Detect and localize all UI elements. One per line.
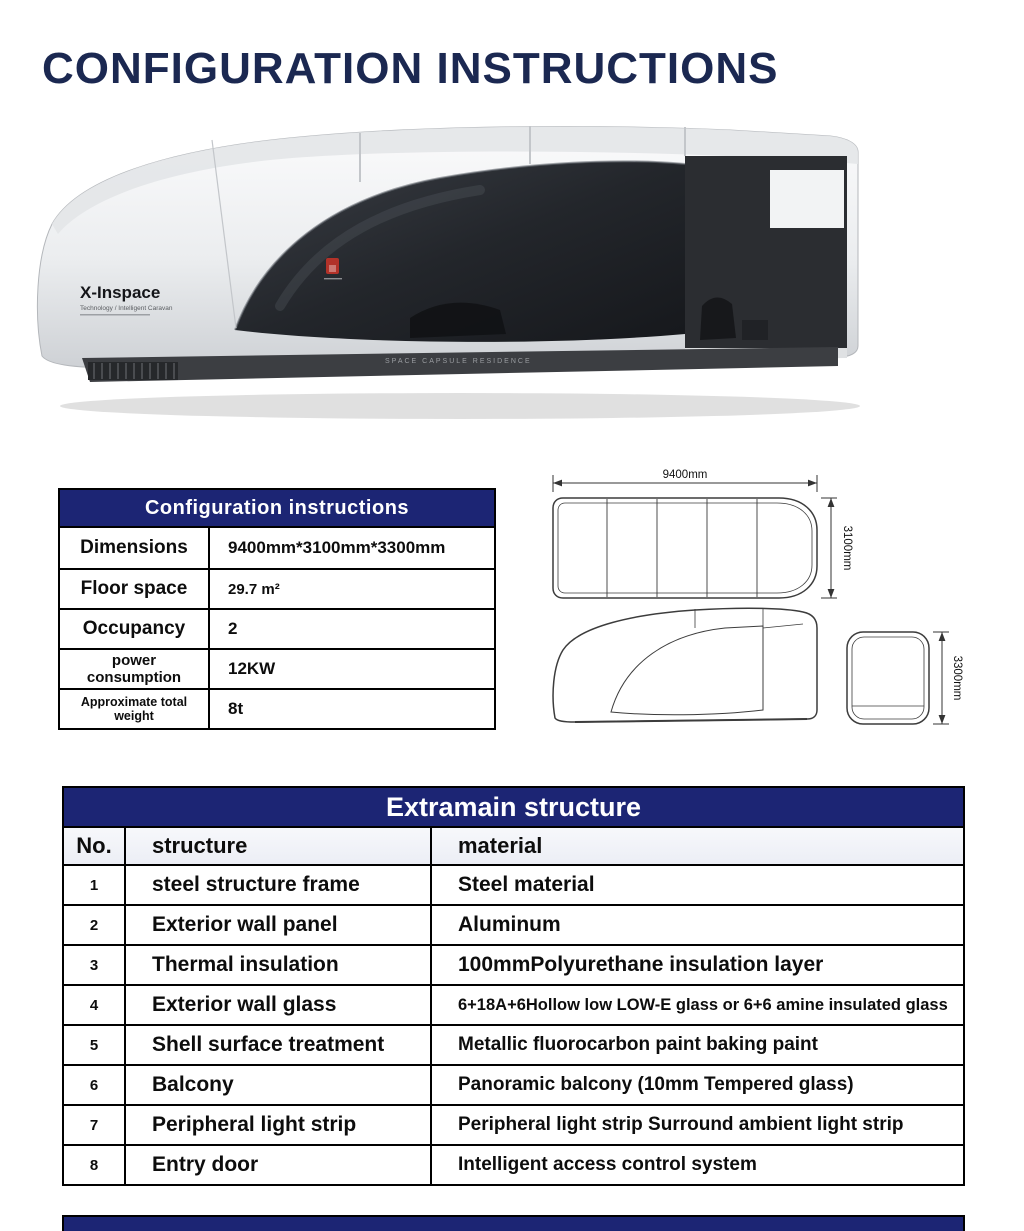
- row-no: 8: [89, 1156, 99, 1174]
- row-material: Panoramic balcony (10mm Tempered glass): [430, 1066, 963, 1104]
- balcony-table: [742, 320, 768, 340]
- next-section-header-partial: [62, 1215, 965, 1231]
- brand-rule: [80, 314, 150, 316]
- row-structure: Exterior wall panel: [124, 906, 430, 944]
- brand-subtext: Technology / Intelligent Caravan: [80, 305, 173, 312]
- table-row: [64, 1104, 963, 1144]
- balcony-chair: [700, 297, 736, 340]
- table-row: [64, 864, 963, 904]
- table-row: [64, 984, 963, 1024]
- row-material: 100mmPolyurethane insulation layer: [430, 946, 963, 984]
- config-value: 12KW: [228, 659, 276, 678]
- config-value: 8t: [228, 699, 244, 718]
- table-row: [64, 1024, 963, 1064]
- config-label: Approximate total weight: [60, 690, 210, 728]
- vent-grille: [88, 362, 178, 380]
- config-table-header: Configuration instructions: [60, 490, 494, 528]
- width-label: 3100mm: [841, 525, 853, 571]
- balcony-wall-panel: [770, 170, 844, 228]
- table-row: [64, 1144, 963, 1184]
- end-view-drawing: [847, 632, 963, 724]
- column-header-structure: structure: [124, 828, 430, 864]
- structure-table: [62, 786, 965, 1186]
- capsule-illustration: [30, 106, 910, 431]
- row-no: 7: [89, 1116, 99, 1134]
- width-dimension: [821, 498, 837, 598]
- config-value: 29.7 m²: [228, 580, 280, 598]
- drawings-svg: [545, 466, 975, 751]
- table-row: [64, 1064, 963, 1104]
- row-no: 1: [89, 876, 99, 894]
- config-row-occupancy: [60, 608, 494, 648]
- brand-text: X-Inspace: [80, 283, 161, 302]
- config-row-dimensions: [60, 528, 494, 568]
- row-structure: Exterior wall glass: [124, 986, 430, 1024]
- config-value: 2: [228, 619, 238, 638]
- config-label: Occupancy: [60, 610, 210, 648]
- row-no: 5: [89, 1036, 99, 1054]
- config-value: 9400mm*3100mm*3300mm: [228, 538, 446, 557]
- row-no: 6: [89, 1076, 99, 1094]
- row-structure: Entry door: [124, 1146, 430, 1184]
- column-header-no: No.: [76, 833, 112, 858]
- top-view-drawing: [553, 469, 853, 598]
- table-row: [64, 904, 963, 944]
- row-material: Aluminum: [430, 906, 963, 944]
- row-no: 3: [89, 956, 99, 974]
- config-row-power-consumption: [60, 648, 494, 688]
- config-table: [58, 488, 496, 730]
- row-material: Intelligent access control system: [430, 1146, 963, 1184]
- technical-drawings: [545, 466, 975, 751]
- column-header-material: material: [430, 828, 963, 864]
- row-material: Metallic fluorocarbon paint baking paint: [430, 1026, 963, 1064]
- table-row: [64, 944, 963, 984]
- side-view-drawing: [553, 608, 817, 722]
- body-caption: SPACE CAPSULE RESIDENCE: [385, 358, 532, 365]
- row-material: Steel material: [430, 866, 963, 904]
- ground-shadow: [60, 393, 860, 419]
- row-structure: Thermal insulation: [124, 946, 430, 984]
- config-row-total-weight: [60, 688, 494, 728]
- row-structure: Peripheral light strip: [124, 1106, 430, 1144]
- structure-table-title: Extramain structure: [64, 788, 963, 826]
- config-label: Floor space: [60, 570, 210, 608]
- config-label: Dimensions: [60, 528, 210, 568]
- height-dimension: [933, 632, 949, 724]
- row-no: 4: [89, 996, 99, 1014]
- row-no: 2: [89, 916, 99, 934]
- height-label: 3300mm: [951, 655, 963, 701]
- product-image: [30, 106, 910, 431]
- page-title: CONFIGURATION INSTRUCTIONS: [42, 44, 779, 93]
- row-material: Peripheral light strip Surround ambient light strip: [430, 1106, 963, 1144]
- config-row-floor-space: [60, 568, 494, 608]
- length-label: 9400mm: [662, 469, 708, 481]
- row-material: 6+18A+6Hollow low LOW-E glass or 6+6 amine insulated glass: [430, 986, 963, 1024]
- config-label: power consumption: [60, 650, 210, 688]
- row-structure: Shell surface treatment: [124, 1026, 430, 1064]
- row-structure: Balcony: [124, 1066, 430, 1104]
- row-structure: steel structure frame: [124, 866, 430, 904]
- structure-table-header-row: [64, 826, 963, 864]
